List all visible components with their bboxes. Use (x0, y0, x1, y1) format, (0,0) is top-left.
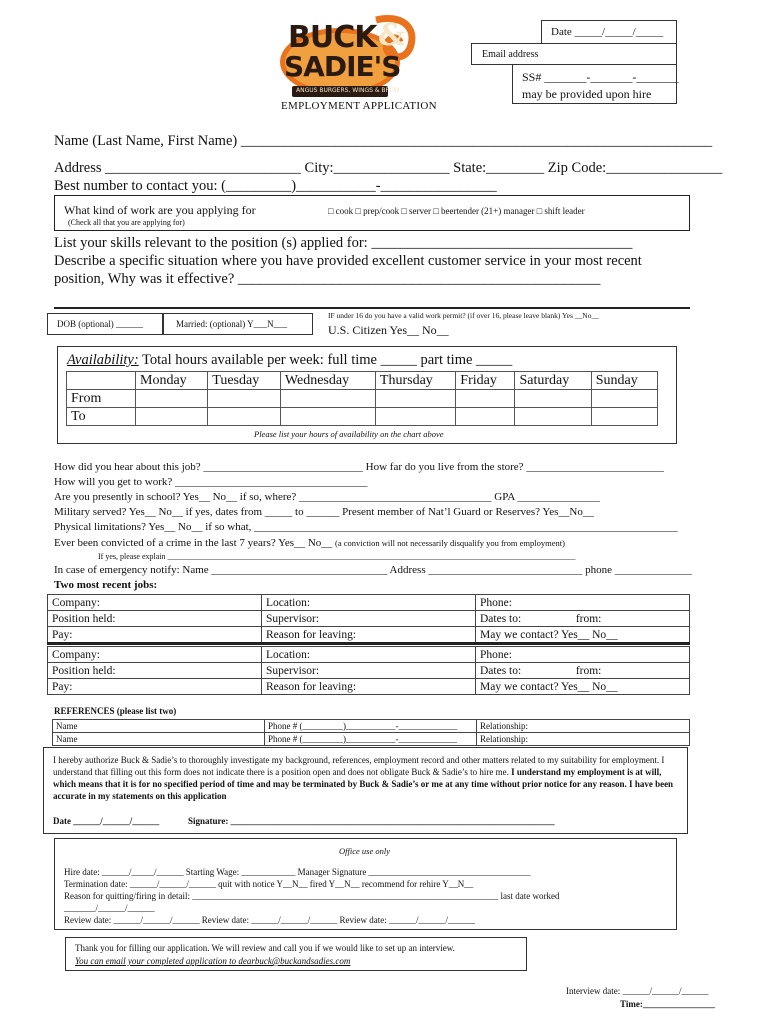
day-blank (67, 372, 136, 390)
conviction-note: (a conviction will not necessarily disqualify you from employment) (335, 538, 565, 548)
question-convicted-text: Ever been convicted of a crime in the last 7 years? Yes__ No__ (54, 537, 333, 549)
availability-label: Availability: (67, 352, 139, 368)
reference-name[interactable]: Name (53, 733, 265, 746)
work-type-box (54, 195, 690, 231)
ss-field[interactable] (512, 64, 677, 104)
thank-you-line: Thank you for filling our application. We will review and call you if we would like to set up an interview. (75, 943, 455, 953)
citizen-question[interactable]: U.S. Citizen Yes__ No__ (328, 323, 449, 337)
email-field[interactable] (471, 43, 677, 65)
references-table (52, 719, 690, 746)
office-use-title: Office use only (339, 846, 390, 856)
job-row (48, 611, 690, 627)
avail-cell[interactable] (208, 390, 281, 408)
question-hear-about[interactable]: How did you hear about this job? _____________________________ How far do you live from the store? _________________________ (54, 461, 664, 473)
avail-cell[interactable] (591, 390, 657, 408)
job-divider (47, 642, 690, 645)
office-line-3[interactable]: Reason for quitting/firing in detail: ____________________________________________________________________ last date worked (64, 891, 560, 901)
emergency-contact[interactable]: In case of emergency notify: Name ________________________________ Address ____________________________ phone ______________ (54, 564, 692, 576)
avail-cell[interactable] (375, 390, 455, 408)
jobs-heading: Two most recent jobs: (54, 579, 158, 591)
reference-row (53, 733, 690, 746)
date-field-label: Date _____/_____/_____ (551, 26, 664, 38)
job-supervisor[interactable]: Supervisor: (262, 611, 476, 627)
availability-to-row (67, 408, 658, 426)
question-military[interactable]: Military served? Yes__ No__ if yes, dates from _____ to ______ Present member of Nat’l Guard or Reserves? Yes__No__ (54, 506, 594, 518)
logo-text-buck: BUCK (288, 20, 377, 55)
married-label: Married: (optional) Y___N___ (176, 319, 288, 329)
authorization-date[interactable]: Date ______/______/______ (53, 816, 160, 826)
job-supervisor[interactable]: Supervisor: (262, 663, 476, 679)
availability-caption: Please list your hours of availability on the chart above (254, 429, 444, 439)
job-phone[interactable]: Phone: (476, 647, 690, 663)
availability-hours-text[interactable]: Total hours available per week: full time _____ part time _____ (138, 352, 513, 368)
office-line-4[interactable]: _______/______/______ (64, 903, 155, 913)
reference-phone[interactable]: Phone # (_________)___________-_____________ (265, 720, 477, 733)
logo-tagline: ANGUS BURGERS, WINGS & BREW (296, 87, 400, 94)
work-type-options[interactable]: □ cook □ prep/cook □ server □ beertender (21+) manager □ shift leader (328, 206, 585, 216)
date-field[interactable] (541, 20, 677, 44)
authorization-bold: I understand my employment is at will, which means that it is for no specified period of time and may be terminated by Buck & Sadie’s or me at any time without prior notice for any reason. I have been accurate in my statements on this application (53, 767, 674, 801)
ss-field-label: SS# _______-_______-_______ (522, 70, 679, 84)
section-divider (54, 307, 690, 309)
logo (278, 14, 424, 100)
authorization-text (53, 754, 680, 802)
reference-name[interactable]: Name (53, 720, 265, 733)
job-dates[interactable]: Dates to: from: (476, 611, 690, 627)
avail-cell[interactable] (375, 408, 455, 426)
day-tuesday: Tuesday (208, 372, 281, 390)
day-friday: Friday (456, 372, 515, 390)
day-wednesday: Wednesday (280, 372, 375, 390)
avail-cell[interactable] (515, 408, 591, 426)
interview-date[interactable]: Interview date: ______/______/______ (566, 986, 709, 996)
job-dates[interactable]: Dates to: from: (476, 663, 690, 679)
contact-line[interactable]: Best number to contact you: (_________)___________-________________ (54, 178, 497, 194)
avail-cell[interactable] (136, 408, 208, 426)
work-type-question: What kind of work are you applying for (64, 203, 256, 217)
job-row (48, 595, 690, 611)
email-field-label: Email address (482, 49, 539, 60)
job-row (48, 627, 690, 643)
job-pay[interactable]: Pay: (48, 679, 262, 695)
avail-cell[interactable] (280, 390, 375, 408)
job-position[interactable]: Position held: (48, 663, 262, 679)
avail-cell[interactable] (456, 390, 515, 408)
name-line[interactable]: Name (Last Name, First Name) _________________________________________________________________ (54, 133, 713, 149)
thank-you-box (65, 937, 527, 971)
avail-cell[interactable] (591, 408, 657, 426)
availability-box (57, 346, 677, 444)
office-line-1[interactable]: Hire date: ______/_____/______ Starting Wage: ____________ Manager Signature ____________________________________ (64, 867, 531, 877)
availability-days-row (67, 372, 658, 390)
avail-cell[interactable] (208, 408, 281, 426)
day-thursday: Thursday (375, 372, 455, 390)
job-pay[interactable]: Pay: (48, 627, 262, 643)
skills-line[interactable]: List your skills relevant to the position (s) applied for: ____________________________________ (54, 235, 633, 251)
job-position[interactable]: Position held: (48, 611, 262, 627)
authorization-box (43, 747, 688, 834)
question-transport[interactable]: How will you get to work? ___________________________________ (54, 476, 368, 488)
job-reason[interactable]: Reason for leaving: (262, 679, 476, 695)
address-line[interactable]: Address ___________________________ City:________________ State:________ Zip Code:________________ (54, 160, 723, 176)
avail-cell[interactable] (456, 408, 515, 426)
reference-relationship[interactable]: Relationship: (477, 733, 690, 746)
job-table-2 (47, 646, 690, 695)
reference-row (53, 720, 690, 733)
job-row (48, 647, 690, 663)
question-physical[interactable]: Physical limitations? Yes__ No__ if so what, _____________________________________________________________________________ (54, 521, 678, 533)
signature-field[interactable]: Signature: ________________________________________________________________________ (188, 816, 555, 826)
dob-field[interactable] (47, 313, 163, 335)
job-reason[interactable]: Reason for leaving: (262, 627, 476, 643)
row-label-to: To (67, 408, 136, 426)
job-table-1 (47, 594, 690, 643)
office-line-2[interactable]: Termination date: ______/______/______ quit with notice Y__N__ fired Y__N__ recommend for rehire Y__N__ (64, 879, 474, 889)
ss-field-note: may be provided upon hire (522, 87, 652, 101)
avail-cell[interactable] (515, 390, 591, 408)
job-phone[interactable]: Phone: (476, 595, 690, 611)
if-yes-explain[interactable]: If yes, please explain ______________________________________________________________________________________________________ (98, 552, 576, 561)
references-heading: REFERENCES (please list two) (54, 706, 177, 716)
job-location[interactable]: Location: (262, 647, 476, 663)
row-label-from: From (67, 390, 136, 408)
dob-label: DOB (optional) ______ (57, 319, 143, 329)
day-sunday: Sunday (591, 372, 657, 390)
day-saturday: Saturday (515, 372, 591, 390)
reference-relationship[interactable]: Relationship: (477, 720, 690, 733)
avail-cell[interactable] (280, 408, 375, 426)
email-instruction[interactable]: You can email your completed application to dearbuck@buckandsadies.com (75, 956, 351, 966)
availability-table (66, 371, 658, 426)
job-location[interactable]: Location: (262, 595, 476, 611)
form-title: EMPLOYMENT APPLICATION (281, 100, 437, 112)
day-monday: Monday (136, 372, 208, 390)
work-type-hint: (Check all that you are applying for) (68, 218, 185, 227)
question-school[interactable]: Are you presently in school? Yes__ No__ if so, where? ___________________________________ GPA _______________ (54, 491, 600, 503)
job-row (48, 679, 690, 695)
question-convicted[interactable] (54, 537, 565, 549)
reference-phone[interactable]: Phone # (_________)___________-_____________ (265, 733, 477, 746)
service-line-1[interactable]: Describe a specific situation where you have provided excellent customer service in your most recent (54, 253, 642, 269)
married-field[interactable] (163, 313, 313, 335)
availability-from-row (67, 390, 658, 408)
authorization-plain: I hereby authorize Buck & Sadie’s to thoroughly investigate my background, references, employment record and other matters related to my suitability for employment. I understand that filling out this form does not indicate there is a position open and does not obligate Buck & Sadie’s to hire me. (53, 755, 665, 777)
service-line-2[interactable]: position, Why was it effective? __________________________________________________ (54, 271, 601, 287)
logo-text-sadies: SADIE'S (284, 50, 401, 83)
job-company[interactable]: Company: (48, 647, 262, 663)
work-permit-question[interactable]: IF under 16 do you have a valid work permit? (if over 16, please leave blank) Yes __No__ (328, 311, 599, 320)
job-row (48, 663, 690, 679)
availability-header (67, 352, 512, 369)
office-line-5[interactable]: Review date: ______/______/______ Review date: ______/______/______ Review date: ______/______/______ (64, 915, 475, 925)
job-contact[interactable]: May we contact? Yes__ No__ (476, 679, 690, 695)
avail-cell[interactable] (136, 390, 208, 408)
interview-time[interactable]: Time:________________ (620, 999, 715, 1009)
job-company[interactable]: Company: (48, 595, 262, 611)
office-use-box (54, 838, 677, 930)
job-contact[interactable]: May we contact? Yes__ No__ (476, 627, 690, 643)
logo-text-amp: & (378, 18, 406, 53)
